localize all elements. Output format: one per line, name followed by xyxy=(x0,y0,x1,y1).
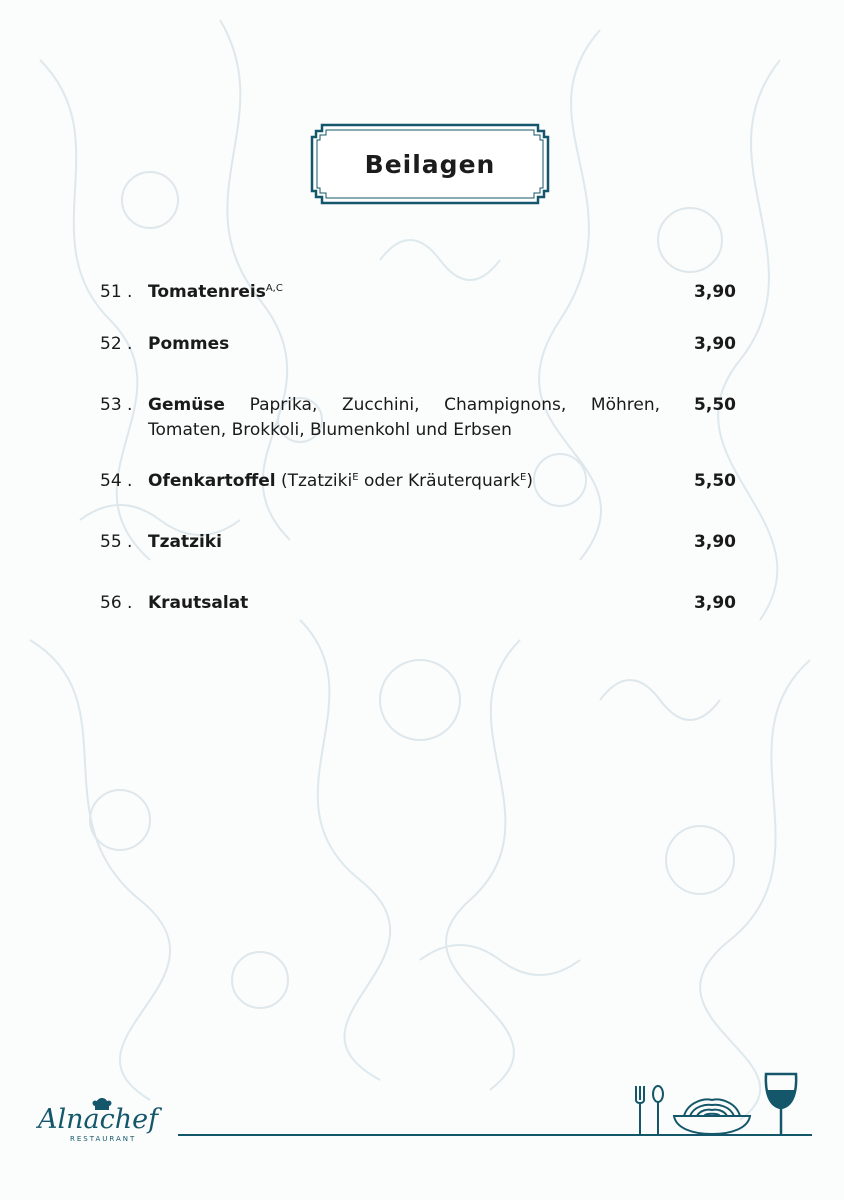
item-name: Ofenkartoffel xyxy=(148,471,276,491)
logo-subtext: RESTAURANT xyxy=(70,1135,137,1143)
page-title: Beilagen xyxy=(364,149,496,179)
logo-wordmark: Alnachef xyxy=(38,1104,159,1135)
item-name: Pommes xyxy=(148,334,230,354)
item-number: 52 . xyxy=(100,334,133,354)
item-option-text: oder Kräuterquark xyxy=(358,471,520,491)
item-price: 5,50 xyxy=(694,395,736,415)
wine-glass-icon xyxy=(760,1070,802,1138)
item-description xyxy=(148,469,660,494)
item-option-text: ) xyxy=(526,471,533,491)
heading-frame xyxy=(310,122,550,206)
fork-icon xyxy=(632,1070,670,1138)
restaurant-logo xyxy=(38,1098,188,1148)
item-description xyxy=(148,591,660,616)
item-number: 54 . xyxy=(100,471,133,491)
item-price: 3,90 xyxy=(694,334,736,354)
item-number: 51 . xyxy=(100,282,133,302)
item-number: 55 . xyxy=(100,532,133,552)
item-description xyxy=(148,332,660,357)
item-price: 3,90 xyxy=(694,593,736,613)
allergen-code: E xyxy=(352,472,359,483)
pasta-bowl-icon xyxy=(670,1090,754,1138)
item-ingredients: Paprika, Zucchini, Champignons, Möhren, Tomaten, Brokkoli, Blumenkohl und Erbsen xyxy=(148,395,660,440)
item-name: Krautsalat xyxy=(148,593,249,613)
allergen-codes: A,C xyxy=(265,283,283,294)
item-price: 5,50 xyxy=(694,471,736,491)
item-option-text: (Tzatziki xyxy=(275,471,353,491)
allergen-code: E xyxy=(519,472,527,483)
item-number: 56 . xyxy=(100,593,133,613)
item-name: Gemüse xyxy=(148,395,225,415)
item-description xyxy=(148,393,660,443)
item-description xyxy=(148,530,660,555)
item-name: Tomatenreis xyxy=(148,282,266,302)
item-description xyxy=(148,280,660,305)
item-price: 3,90 xyxy=(694,282,736,302)
item-name: Tzatziki xyxy=(148,532,222,552)
item-price: 3,90 xyxy=(694,532,736,552)
item-number: 53 . xyxy=(100,395,133,415)
